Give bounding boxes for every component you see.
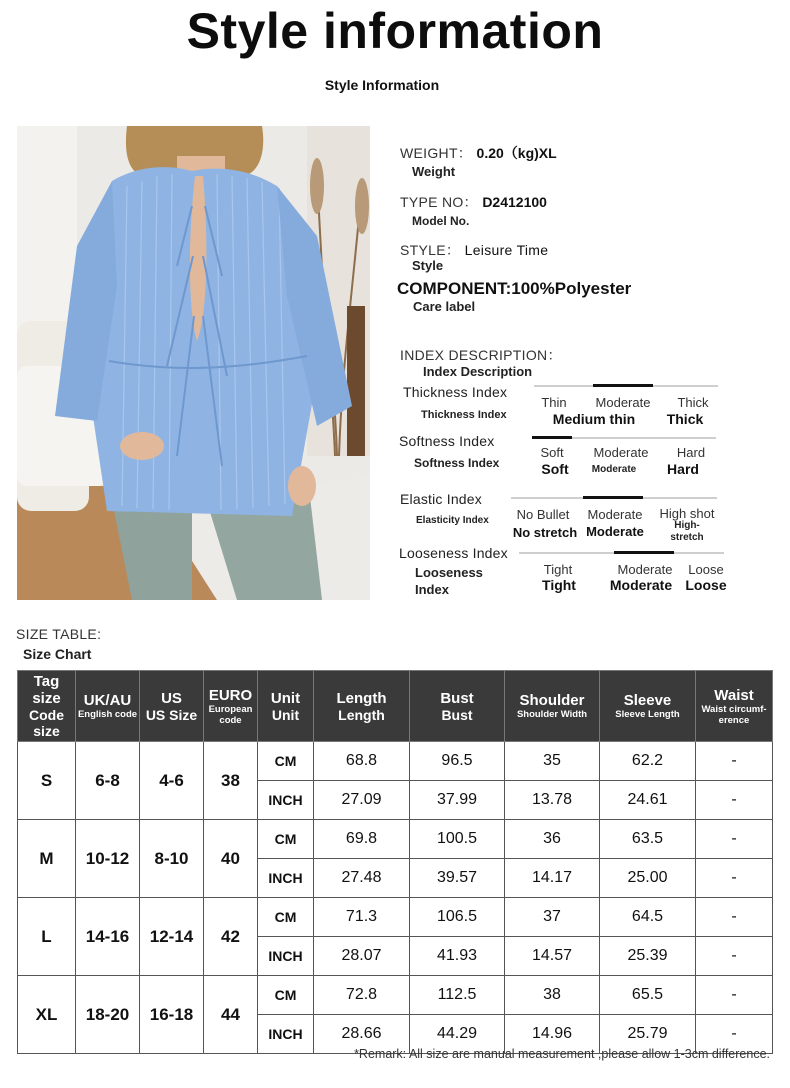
tag-size-cell: S (18, 742, 76, 820)
sleeve-cell: 62.2 (600, 742, 696, 781)
waist-cell: - (696, 742, 773, 781)
page-subtitle: Style Information (324, 77, 440, 93)
thickness-opt-3: Thick (677, 395, 709, 410)
bust-cell: 106.5 (410, 898, 505, 937)
elastic-opt-2: Moderate (587, 507, 643, 522)
softness-sub: Softness Index (414, 456, 500, 470)
softness-name: Softness Index (399, 433, 495, 449)
unit-cell: CM (258, 976, 314, 1015)
elastic-opt-1: No Bullet (516, 507, 570, 522)
looseness-sel-2: Moderate (609, 577, 673, 593)
column-header-h2: Bust (441, 706, 473, 723)
style-label: STYLE： (400, 242, 461, 258)
column-header-h1: UK/AU (83, 692, 132, 709)
looseness-marker (614, 551, 674, 554)
waist-cell: - (696, 820, 773, 859)
waist-cell: - (696, 1015, 773, 1054)
bust-cell: 44.29 (410, 1015, 505, 1054)
euro-size-cell: 42 (204, 898, 258, 976)
column-header-h3: Waist circumf-erence (701, 703, 767, 726)
sleeve-cell: 65.5 (600, 976, 696, 1015)
shoulder-cell: 38 (505, 976, 600, 1015)
unit-cell: INCH (258, 937, 314, 976)
waist-cell: - (696, 859, 773, 898)
thickness-name: Thickness Index (403, 384, 508, 400)
size-table-sub: Size Chart (23, 646, 92, 662)
unit-cell: INCH (258, 1015, 314, 1054)
softness-opt-1: Soft (540, 445, 564, 460)
us-size-cell: 4-6 (140, 742, 204, 820)
uk-size-cell: 14-16 (76, 898, 140, 976)
index-heading-sub: Index Description (423, 364, 533, 379)
length-cell: 68.8 (314, 742, 410, 781)
component-sub: Care label (413, 299, 476, 314)
column-header-h1: Length (336, 689, 387, 707)
shoulder-cell: 14.17 (505, 859, 600, 898)
column-header-h2: Length (338, 706, 385, 723)
bust-cell: 100.5 (410, 820, 505, 859)
waist-cell: - (696, 781, 773, 820)
softness-opt-2: Moderate (593, 445, 649, 460)
column-header (140, 671, 204, 742)
size-table (17, 670, 773, 1054)
component-value: COMPONENT:100%Polyester (397, 279, 632, 298)
unit-cell: CM (258, 898, 314, 937)
uk-size-cell: 18-20 (76, 976, 140, 1054)
thickness-marker (593, 384, 653, 387)
column-header-h1: Waist (714, 686, 754, 704)
remark-note: *Remark: All size are manual measurement ,please allow 1-3cm difference. (354, 1047, 770, 1061)
column-header-h1: Sleeve (623, 692, 672, 709)
elastic-sel-3: High-stretch (670, 520, 704, 543)
sleeve-cell: 25.00 (600, 859, 696, 898)
elastic-name: Elastic Index (400, 491, 482, 507)
column-header-h1: Tag size (32, 673, 61, 707)
us-size-cell: 12-14 (140, 898, 204, 976)
weight-sub: Weight (412, 164, 456, 179)
looseness-opt-2: Moderate (617, 562, 673, 577)
table-row (18, 820, 773, 859)
table-row (18, 976, 773, 1015)
weight-label: WEIGHT： (400, 145, 473, 161)
softness-sel-2: Moderate (591, 464, 637, 475)
thickness-sel-1: Medium thin (552, 411, 636, 427)
softness-opt-3: Hard (676, 445, 706, 460)
thickness-sel-2: Thick (666, 411, 704, 427)
euro-size-cell: 44 (204, 976, 258, 1054)
column-header (18, 671, 76, 742)
column-header (204, 671, 258, 742)
softness-marker (532, 436, 572, 439)
length-cell: 27.48 (314, 859, 410, 898)
unit-cell: INCH (258, 859, 314, 898)
sleeve-cell: 64.5 (600, 898, 696, 937)
product-photo (17, 126, 370, 600)
unit-cell: CM (258, 820, 314, 859)
tag-size-cell: XL (18, 976, 76, 1054)
size-table-label: SIZE TABLE: (16, 626, 102, 642)
sleeve-cell: 25.79 (600, 1015, 696, 1054)
elastic-sel-2: Moderate (586, 524, 644, 539)
bust-cell: 96.5 (410, 742, 505, 781)
bust-cell: 39.57 (410, 859, 505, 898)
length-cell: 69.8 (314, 820, 410, 859)
column-header-h2: Code size (29, 707, 64, 739)
shoulder-cell: 35 (505, 742, 600, 781)
softness-sel-3: Hard (667, 461, 699, 477)
length-cell: 28.07 (314, 937, 410, 976)
table-row (18, 742, 773, 781)
uk-size-cell: 10-12 (76, 820, 140, 898)
looseness-sub: Looseness Index (415, 565, 483, 597)
column-header-h1: EURO (208, 686, 253, 704)
type-label: TYPE NO： (400, 194, 478, 210)
column-header-h2: US Size (145, 706, 198, 723)
shoulder-cell: 37 (505, 898, 600, 937)
column-header-h3: English code (77, 709, 138, 720)
looseness-opt-3: Loose (688, 562, 724, 577)
column-header-h1: Shoulder (519, 692, 585, 709)
length-cell: 27.09 (314, 781, 410, 820)
index-heading: INDEX DESCRIPTION： (400, 347, 562, 363)
bust-cell: 37.99 (410, 781, 505, 820)
length-cell: 72.8 (314, 976, 410, 1015)
length-cell: 28.66 (314, 1015, 410, 1054)
column-header-h2: Unit (271, 706, 300, 723)
elastic-sel-1: No stretch (512, 525, 578, 540)
column-header (696, 671, 773, 742)
thickness-opt-2: Moderate (595, 395, 651, 410)
shoulder-cell: 14.57 (505, 937, 600, 976)
thickness-sub: Thickness Index (421, 409, 507, 421)
size-table-header-row (18, 671, 773, 742)
shoulder-cell: 14.96 (505, 1015, 600, 1054)
column-header (600, 671, 696, 742)
column-header (314, 671, 410, 742)
style-value: Leisure Time (464, 242, 549, 258)
softness-sel-1: Soft (541, 461, 569, 477)
type-sub: Model No. (412, 214, 470, 228)
sleeve-cell: 24.61 (600, 781, 696, 820)
looseness-sel-3: Loose (685, 577, 727, 593)
style-sub: Style (412, 258, 444, 273)
tag-size-cell: M (18, 820, 76, 898)
type-row (400, 192, 547, 212)
looseness-name: Looseness Index (399, 545, 508, 561)
table-row (18, 898, 773, 937)
column-header (258, 671, 314, 742)
us-size-cell: 16-18 (140, 976, 204, 1054)
column-header-h3: Shoulder Width (516, 709, 588, 720)
shoulder-cell: 36 (505, 820, 600, 859)
shoulder-cell: 13.78 (505, 781, 600, 820)
thickness-opt-1: Thin (541, 395, 567, 410)
unit-cell: INCH (258, 781, 314, 820)
elastic-sub: Elasticity Index (416, 515, 489, 526)
type-value: D2412100 (482, 194, 547, 210)
column-header-h3: Sleeve Length (615, 709, 680, 720)
waist-cell: - (696, 976, 773, 1015)
style-row (400, 240, 548, 260)
column-header-h3: European code (208, 703, 253, 726)
sleeve-cell: 25.39 (600, 937, 696, 976)
column-header-h1: US (161, 689, 182, 707)
column-header (410, 671, 505, 742)
uk-size-cell: 6-8 (76, 742, 140, 820)
column-header (505, 671, 600, 742)
looseness-opt-1: Tight (543, 562, 573, 577)
us-size-cell: 8-10 (140, 820, 204, 898)
unit-cell: CM (258, 742, 314, 781)
page-title: Style information (186, 3, 604, 59)
weight-row (400, 143, 557, 163)
sleeve-cell: 63.5 (600, 820, 696, 859)
waist-cell: - (696, 937, 773, 976)
waist-cell: - (696, 898, 773, 937)
euro-size-cell: 38 (204, 742, 258, 820)
euro-size-cell: 40 (204, 820, 258, 898)
weight-value: 0.20（kg)XL (476, 145, 557, 161)
bust-cell: 112.5 (410, 976, 505, 1015)
column-header-h1: Bust (440, 689, 474, 707)
elastic-opt-3: High shot (659, 506, 715, 521)
looseness-sel-1: Tight (542, 577, 576, 593)
elastic-marker (583, 496, 643, 499)
column-header-h1: Unit (270, 689, 301, 707)
tag-size-cell: L (18, 898, 76, 976)
bust-cell: 41.93 (410, 937, 505, 976)
length-cell: 71.3 (314, 898, 410, 937)
column-header (76, 671, 140, 742)
